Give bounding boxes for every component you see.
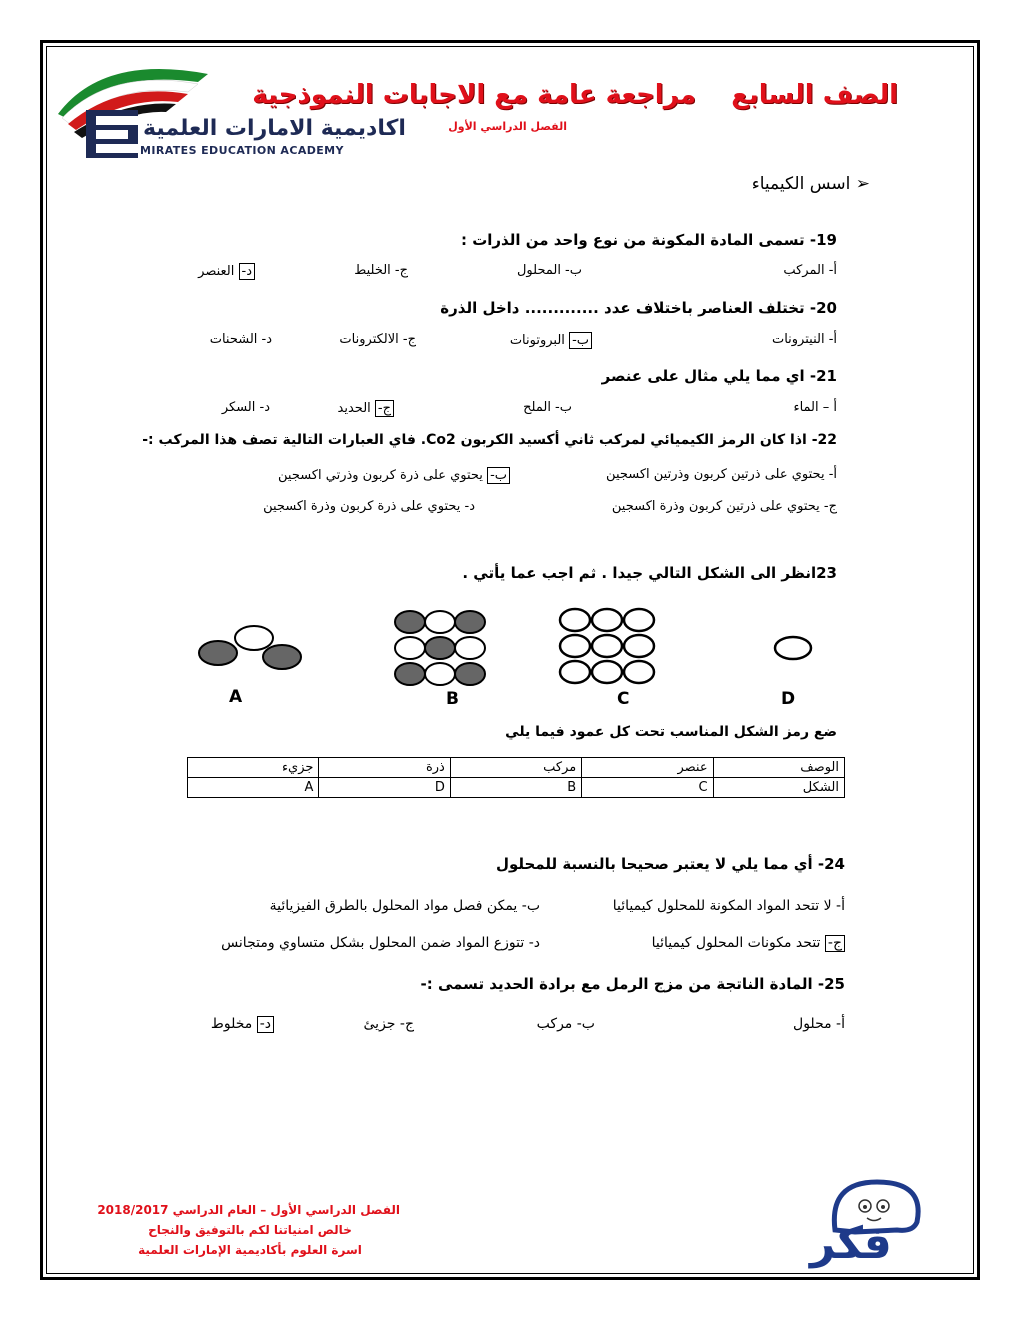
section-heading <box>752 174 870 194</box>
particle-figure <box>190 600 830 710</box>
figure-label-a: A <box>229 687 243 707</box>
page-title: مراجعة عامة مع الاجابات النموذجية <box>252 80 696 110</box>
question-23-instruction: ضع رمز الشكل المناسب تحت كل عمود فيما يلي <box>505 724 837 740</box>
footer-text <box>97 1200 400 1260</box>
table-row: الشكل C B D A <box>188 778 845 798</box>
question-24: 24- أي مما يلي لا يعتبر صحيحا بالنسبة للمحلول <box>495 855 845 873</box>
q21-option-a: أ – الماء <box>793 400 837 415</box>
answer-box: ج- <box>375 400 394 417</box>
q21-option-c: ج- الحديد <box>338 400 394 417</box>
table-row: الوصف عنصر مركب ذرة جزيء <box>188 758 845 778</box>
answer-box: د- <box>257 1016 274 1033</box>
q25-option-b: ب- مركب <box>536 1016 595 1032</box>
question-25: 25- المادة الناتجة من مزج الرمل مع برادة الحديد تسمى :- <box>420 975 845 993</box>
q22-option-b: ب- يحتوي على ذرة كربون وذرتي اكسجين <box>278 467 510 484</box>
figure-c-element <box>560 609 654 683</box>
logo-arabic-name: اكاديمية الامارات العلمية <box>143 116 406 141</box>
answer-table <box>187 757 845 798</box>
mascot-word: فكر <box>810 1218 892 1269</box>
answer-box: ب- <box>487 467 510 484</box>
logo-english-name: MIRATES EDUCATION ACADEMY <box>140 144 344 157</box>
q20-option-b: ب- البروتونات <box>510 332 592 349</box>
q24-option-d: د- تتوزع المواد ضمن المحلول بشكل متساوي ومتجانس <box>221 935 540 951</box>
question-23: 23انظر الى الشكل التالي جيدا . ثم اجب عما يأتي . <box>462 564 837 582</box>
footer-line-3: اسرة العلوم بأكاديمية الإمارات العلمية <box>138 1243 362 1257</box>
grade-title: الصف السابع <box>731 80 898 110</box>
question-22: 22- اذا كان الرمز الكيميائي لمركب ثاني أكسيد الكربون Co2. فاي العبارات التالية تصف هذا المركب :- <box>142 432 837 448</box>
footer-line-2: خالص امنياتنا لكم بالتوفيق والنجاح <box>148 1223 352 1237</box>
answer-box: ج- <box>825 935 845 952</box>
q22-option-a: أ- يحتوي على ذرتين كربون وذرتين اكسجين <box>606 467 837 482</box>
q19-option-c: ج- الخليط <box>354 263 408 278</box>
q21-option-d: د- السكر <box>221 400 270 415</box>
section-title: اسس الكيمياء <box>751 174 851 194</box>
q19-option-d: د- العنصر <box>198 263 255 280</box>
figure-label-c: C <box>617 689 630 709</box>
q19-option-a: أ- المركب <box>783 263 837 278</box>
q24-option-b: ب- يمكن فصل مواد المحلول بالطرق الفيزيائية <box>269 898 540 914</box>
semester-label: الفصل الدراسي الأول <box>448 120 567 133</box>
q22-option-d: د- يحتوي على ذرة كربون وذرة اكسجين <box>263 499 475 514</box>
figure-a-molecule <box>199 626 301 669</box>
think-mascot <box>785 1170 945 1269</box>
figure-d-atom <box>775 637 811 659</box>
question-19: 19- تسمى المادة المكونة من نوع واحد من الذرات : <box>460 231 837 249</box>
answer-box: ب- <box>569 332 592 349</box>
q25-option-d: د- مخلوط <box>211 1016 274 1033</box>
q20-option-d: د- الشحنات <box>209 332 272 347</box>
q19-option-b: ب- المحلول <box>516 263 582 278</box>
q25-option-c: ج- جزيئ <box>363 1016 414 1032</box>
q25-option-a: أ- محلول <box>793 1016 845 1032</box>
footer-line-1: الفصل الدراسي الأول – العام الدراسي 2018/2017 <box>97 1203 400 1217</box>
q20-option-c: ج- الالكترونات <box>339 332 416 347</box>
q20-option-a: أ- النيترونات <box>771 332 837 347</box>
bullet-arrow-icon: ➢ <box>855 174 870 194</box>
q21-option-b: ب- الملح <box>523 400 572 415</box>
figure-b-compound <box>395 611 485 685</box>
answer-box: د- <box>239 263 255 280</box>
q24-option-a: أ- لا تتحد المواد المكونة للمحلول كيميائيا <box>612 898 845 914</box>
question-20: 20- تختلف العناصر باختلاف عدد ............. داخل الذرة <box>440 299 837 317</box>
figure-label-d: D <box>781 689 796 709</box>
question-21: 21- اي مما يلي مثال على عنصر <box>601 367 837 385</box>
figure-label-b: B <box>446 689 459 709</box>
q24-option-c: ج- تتحد مكونات المحلول كيميائيا <box>652 935 845 952</box>
q22-option-c: ج- يحتوي على ذرتين كربون وذرة اكسجين <box>611 499 837 514</box>
